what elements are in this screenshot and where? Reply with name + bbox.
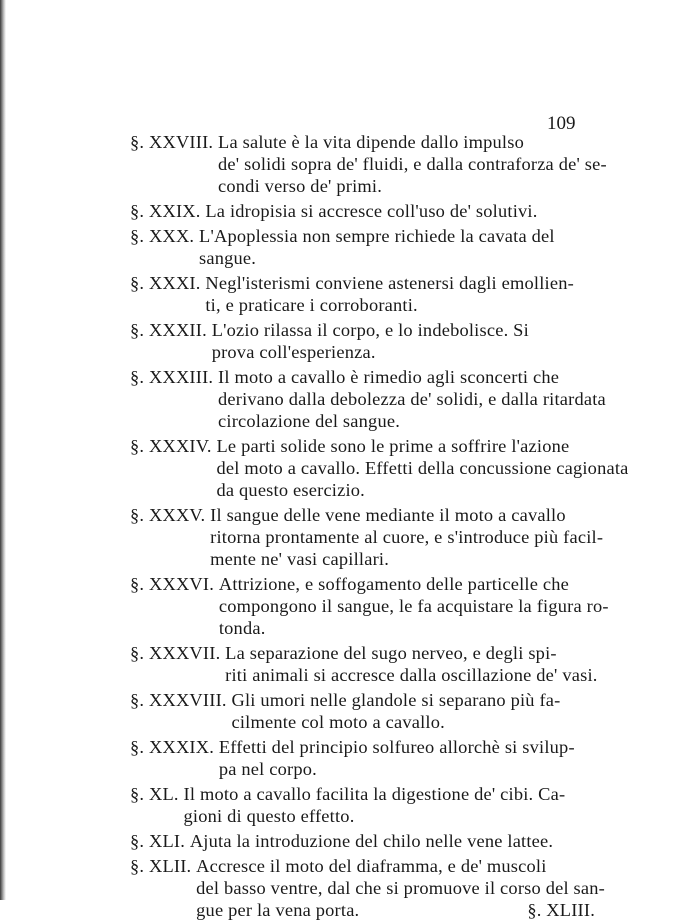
section-entry bbox=[130, 573, 609, 639]
text-line: sangue. bbox=[199, 248, 257, 268]
section-entry bbox=[130, 830, 600, 852]
section-text bbox=[231, 689, 600, 733]
last-line bbox=[196, 899, 605, 921]
section-number: §. XXVIII. bbox=[130, 132, 219, 152]
section-number: §. XXXIX. bbox=[130, 737, 219, 757]
text-line: gue per la vena porta. bbox=[196, 900, 360, 920]
section-entry bbox=[130, 319, 600, 363]
section-number: §. XXXII. bbox=[130, 320, 212, 340]
section-text bbox=[184, 783, 600, 827]
section-entry bbox=[130, 435, 629, 501]
text-line: Il sangue delle vene mediante il moto a cavallo bbox=[210, 505, 566, 525]
section-number: §. XXIX. bbox=[130, 201, 206, 221]
page-edge-shadow bbox=[0, 0, 6, 900]
text-line: condi verso de' primi. bbox=[218, 176, 383, 196]
section-number: §. XXXV. bbox=[130, 505, 211, 525]
text-line: del basso ventre, dal che si promuove il corso del san- bbox=[196, 878, 605, 898]
text-line: Negl'isterismi conviene astenersi dagli emollien- bbox=[205, 273, 574, 293]
text-line: Attrizione, e soffogamento delle particelle che bbox=[218, 574, 570, 594]
text-line: Effetti del principio solfureo allorchè si svilup- bbox=[218, 737, 575, 757]
section-entry bbox=[130, 131, 607, 197]
section-text bbox=[219, 736, 600, 780]
text-line: gioni di questo effetto. bbox=[183, 806, 355, 826]
text-line: Le parti solide sono le prime a soffrire l'azione bbox=[216, 436, 570, 456]
section-number: §. XXXIII. bbox=[130, 367, 219, 387]
section-entry bbox=[130, 504, 604, 570]
text-line: derivano dalla debolezza de' solidi, e dalla ritardata bbox=[218, 389, 606, 409]
section-number: §. XLI. bbox=[130, 831, 190, 851]
text-line: Il moto a cavallo facilita la digestione de' cibi. Ca- bbox=[183, 784, 566, 804]
text-line: Accresce il moto del diaframma, e de' muscoli bbox=[196, 856, 547, 876]
text-line: riti animali si accresce dalla oscillazione de' vasi. bbox=[225, 665, 598, 685]
section-entry bbox=[130, 225, 600, 269]
text-line: del moto a cavallo. Effetti della concussione cagionata bbox=[216, 458, 629, 478]
page-number: 109 bbox=[547, 113, 576, 134]
text-line: compongono il sangue, le fa acquistare la figura ro- bbox=[218, 596, 609, 616]
section-text bbox=[196, 855, 605, 921]
section-entry bbox=[130, 200, 600, 222]
section-text bbox=[190, 830, 600, 852]
text-line: Ajuta la introduzione del chilo nelle vene lattee. bbox=[189, 831, 554, 851]
section-text bbox=[218, 366, 606, 432]
text-line: L'ozio rilassa il corpo, e lo indebolisce. Si bbox=[211, 320, 529, 340]
text-line: ritorna prontamente al cuore, e s'introduce più facil- bbox=[210, 527, 604, 547]
catchword: §. XLIII. bbox=[527, 900, 595, 920]
section-number: §. XXXVI. bbox=[130, 574, 219, 594]
section-number: §. XXXIV. bbox=[130, 436, 217, 456]
section-text bbox=[210, 504, 603, 570]
section-text bbox=[205, 200, 600, 222]
section-number: §. XLII. bbox=[130, 856, 197, 876]
text-line: tonda. bbox=[218, 618, 266, 638]
text-line: cilmente col moto a cavallo. bbox=[231, 712, 445, 732]
text-line: La idropisia si accresce coll'uso de' solutivi. bbox=[205, 201, 538, 221]
text-line: circolazione del sangue. bbox=[218, 411, 400, 431]
text-line: L'Apoplessia non sempre richiede la cavata del bbox=[199, 226, 555, 246]
section-text bbox=[219, 573, 609, 639]
section-entry bbox=[130, 736, 600, 780]
section-text bbox=[205, 272, 600, 316]
text-line: Gli umori nelle glandole si separano più fa- bbox=[231, 690, 561, 710]
section-number: §. XXX. bbox=[130, 226, 200, 246]
text-line: de' solidi sopra de' fluidi, e dalla contraforza de' se- bbox=[218, 154, 607, 174]
section-entry bbox=[130, 689, 600, 733]
text-line: La separazione del sugo nerveo, e degli spi- bbox=[225, 643, 557, 663]
section-text bbox=[199, 225, 600, 269]
section-entry bbox=[130, 272, 600, 316]
section-text bbox=[218, 131, 607, 197]
text-line: Il moto a cavallo è rimedio agli sconcerti che bbox=[218, 367, 560, 387]
section-number: §. XXXVII. bbox=[130, 643, 226, 663]
section-text bbox=[212, 319, 600, 363]
text-line: pa nel corpo. bbox=[218, 759, 317, 779]
text-line: prova coll'esperienza. bbox=[211, 342, 376, 362]
section-number: §. XXXVIII. bbox=[130, 690, 232, 710]
text-block bbox=[130, 131, 629, 924]
section-text bbox=[216, 435, 628, 501]
text-line: ti, e praticare i corroboranti. bbox=[205, 295, 418, 315]
section-entry bbox=[130, 783, 600, 827]
section-entry bbox=[130, 642, 600, 686]
section-number: §. XL. bbox=[130, 784, 184, 804]
section-entry bbox=[130, 366, 606, 432]
section-entry bbox=[130, 855, 605, 921]
text-line: mente ne' vasi capillari. bbox=[210, 549, 390, 569]
section-number: §. XXXI. bbox=[130, 273, 206, 293]
text-line: da questo esercizio. bbox=[216, 480, 365, 500]
section-text bbox=[225, 642, 600, 686]
text-line: La salute è la vita dipende dallo impulso bbox=[218, 132, 524, 152]
